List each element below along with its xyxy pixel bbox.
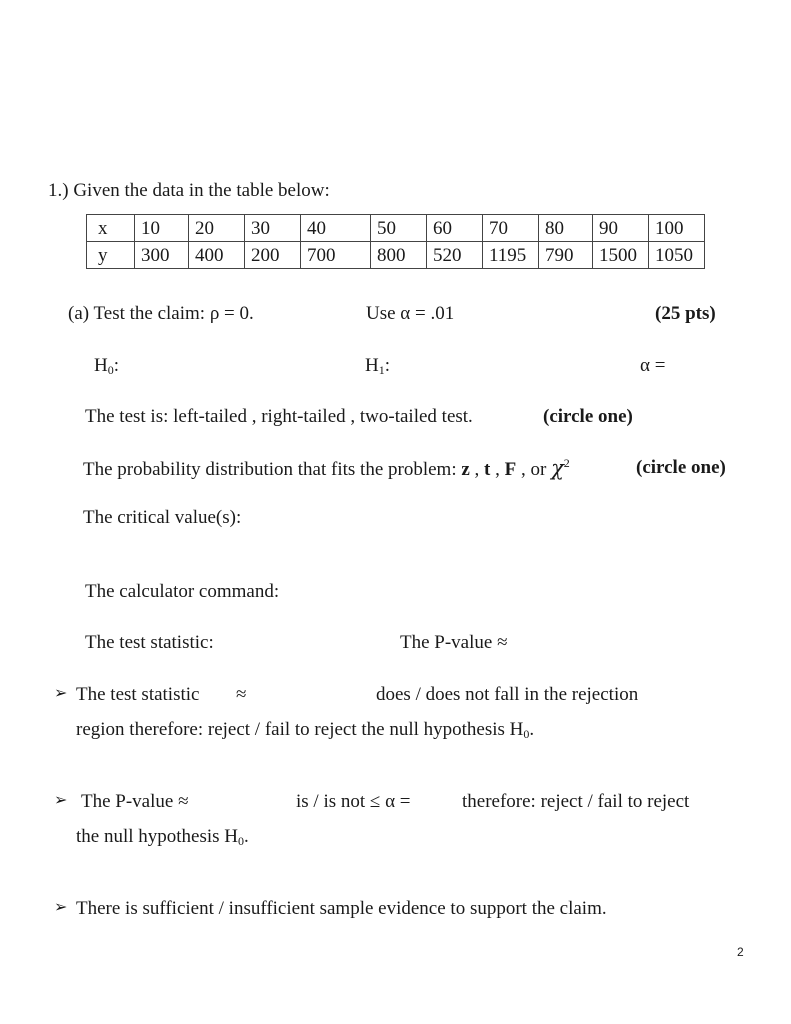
table-cell: 10 (135, 215, 189, 242)
table-cell: 700 (301, 242, 371, 269)
table-cell: 30 (245, 215, 301, 242)
table-cell: y (87, 242, 135, 269)
use-alpha-text: Use α = .01 (366, 303, 455, 324)
bullet3-text: There is sufficient / insufficient sample evidence to support the claim. (76, 898, 607, 919)
table-cell: 400 (189, 242, 245, 269)
table-cell: x (87, 215, 135, 242)
table-cell: 520 (427, 242, 483, 269)
table-cell: 1050 (649, 242, 705, 269)
distribution-circle-one: (circle one) (636, 457, 726, 478)
question-intro: 1.) Given the data in the table below: (48, 180, 330, 201)
alpha-label: α = (640, 355, 666, 376)
table-cell: 200 (245, 242, 301, 269)
bullet2-p-value: The P-value ≈ (81, 791, 189, 812)
table-cell: 60 (427, 215, 483, 242)
test-type-text: The test is: left-tailed , right-tailed , two-tailed test. (85, 406, 473, 427)
table-cell: 800 (371, 242, 427, 269)
data-table (86, 214, 705, 269)
table-cell: 790 (539, 242, 593, 269)
page-number: 2 (737, 945, 744, 959)
f-option: F (504, 459, 517, 480)
table-row (87, 215, 705, 242)
t-option: t (484, 459, 491, 480)
null-hypothesis-label: $H_0$: (94, 355, 120, 377)
table-row (87, 242, 705, 269)
distribution-line: The probability distribution that fits the problem: z , t , F , or $\chi^2$ (83, 456, 570, 480)
critical-values-label: The critical value(s): (83, 507, 242, 528)
table-cell: 90 (593, 215, 649, 242)
calculator-command-label: The calculator command: (85, 581, 280, 602)
table-cell: 70 (483, 215, 539, 242)
chi-square-option: χ (551, 456, 564, 480)
table-cell: 300 (135, 242, 189, 269)
bullet2-therefore: therefore: reject / fail to reject (462, 791, 690, 812)
bullet1-test-statistic: The test statistic (76, 684, 200, 705)
table-cell: 100 (649, 215, 705, 242)
test-type-circle-one: (circle one) (543, 406, 633, 427)
points-label: (25 pts) (655, 303, 716, 324)
bullet1-line2: region therefore: reject / fail to reject the null hypothesis $H_0$. (76, 719, 535, 741)
z-option: z (461, 459, 470, 480)
test-statistic-label: The test statistic: (85, 632, 214, 653)
table-cell: 1500 (593, 242, 649, 269)
table-cell: 20 (189, 215, 245, 242)
table-cell: 1195 (483, 242, 539, 269)
table-cell: 50 (371, 215, 427, 242)
part-a-label: (a) Test the claim: ρ = 0. (68, 303, 254, 324)
bullet2-is-is-not: is / is not ≤ α = (296, 791, 411, 812)
alt-hypothesis-label: $H_1$: (365, 355, 391, 377)
bullet1-does-does-not: does / does not fall in the rejection (376, 684, 639, 705)
table-cell: 80 (539, 215, 593, 242)
bullet3-arrow-icon: ➢ (54, 897, 68, 916)
bullet2-line2: the null hypothesis $H_0$. (76, 826, 249, 848)
bullet2-arrow-icon: ➢ (54, 790, 68, 809)
p-value-label: The P-value ≈ (400, 632, 508, 653)
bullet1-arrow-icon: ➢ (54, 683, 68, 702)
table-cell: 40 (301, 215, 371, 242)
bullet1-approx: ≈ (236, 684, 247, 705)
